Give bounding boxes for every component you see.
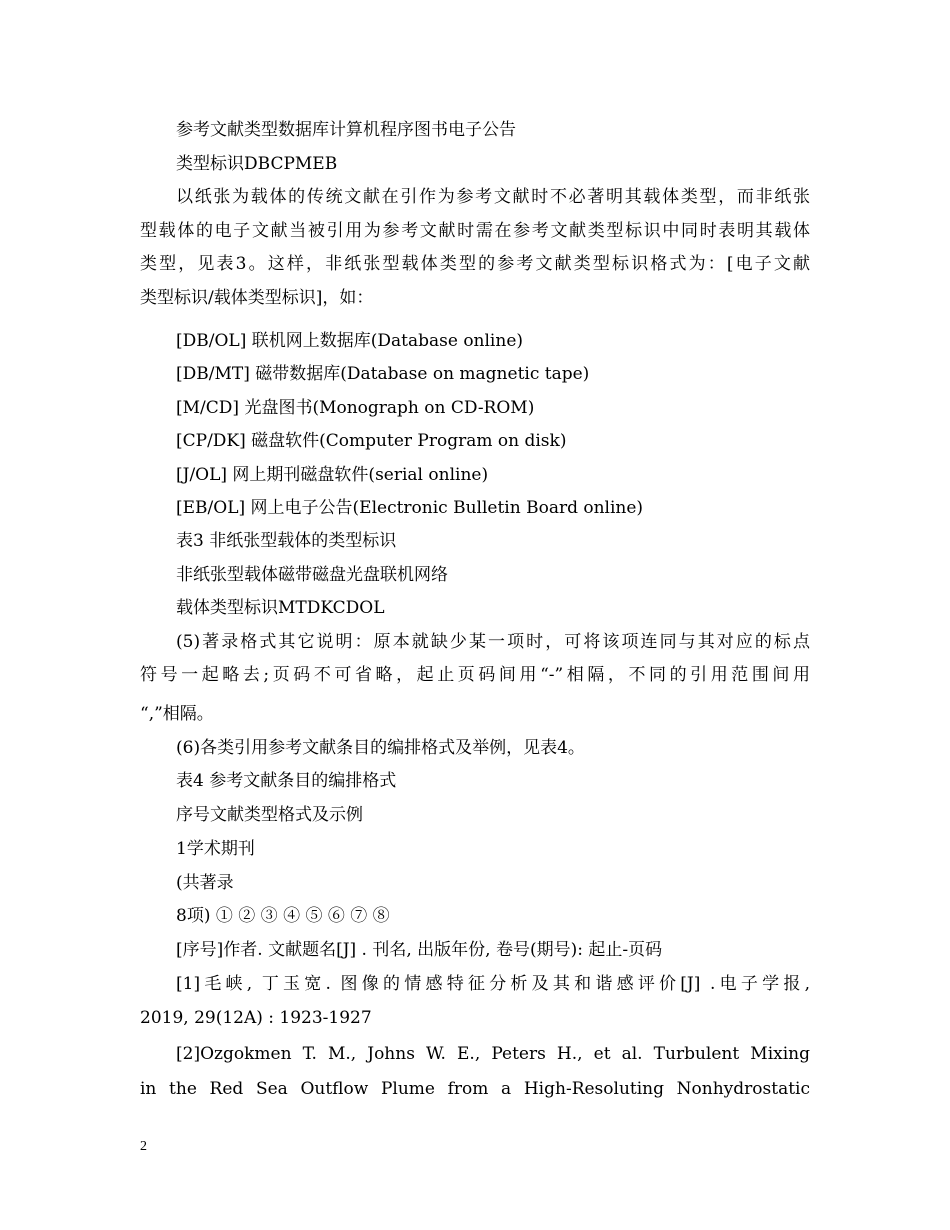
type-code-line: [CP/DK] 磁盘软件(Computer Program on disk)	[176, 431, 567, 451]
text-line: 8项) ① ② ③ ④ ⑤ ⑥ ⑦ ⑧	[176, 906, 390, 926]
text-line: 非纸张型载体磁带磁盘光盘联机网络	[176, 565, 448, 585]
table-caption: 表4 参考文献条目的编排格式	[176, 771, 397, 791]
text-line: 参考文献类型数据库计算机程序图书电子公告	[176, 120, 516, 140]
text-line: (共著录	[176, 873, 234, 893]
paragraph-line: 以纸张为载体的传统文献在引作为参考文献时不必著明其载体类型，而非纸张	[176, 187, 810, 207]
text-line: 序号文献类型格式及示例	[176, 805, 363, 825]
paragraph-line: 类型，见表3。这样，非纸张型载体类型的参考文献类型标识格式为：[电子文献	[140, 254, 810, 274]
paragraph-line: “,”相隔。	[140, 704, 214, 724]
reference-line: in the Red Sea Outflow Plume from a High-Resoluting Nonhydrostatic	[140, 1079, 810, 1099]
paragraph-line: (6)各类引用参考文献条目的编排格式及举例，见表4。	[176, 738, 585, 758]
format-line: [序号]作者. 文献题名[J] . 刊名, 出版年份, 卷号(期号): 起止-页码	[176, 940, 663, 960]
paragraph-line: 类型标识/载体类型标识]，如：	[140, 288, 374, 308]
table-caption: 表3 非纸张型载体的类型标识	[176, 531, 397, 551]
type-code-line: [M/CD] 光盘图书(Monograph on CD-ROM)	[176, 398, 535, 418]
reference-line: [2]Ozgokmen T. M., Johns W. E., Peters H., et al. Turbulent Mixing	[176, 1044, 810, 1064]
reference-line: [1]毛峡, 丁玉宽. 图像的情感特征分析及其和谐感评价[J] .电子学报,	[176, 974, 810, 994]
type-code-line: [EB/OL] 网上电子公告(Electronic Bulletin Board online)	[176, 498, 644, 518]
paragraph-line: (5)著录格式其它说明：原本就缺少某一项时，可将该项连同与其对应的标点	[176, 632, 810, 652]
page-number: 2	[140, 1139, 147, 1154]
reference-line: 2019, 29(12A) : 1923-1927	[140, 1008, 372, 1028]
type-code-line: [J/OL] 网上期刊磁盘软件(serial online)	[176, 465, 489, 485]
paragraph-line: 符号一起略去;页码不可省略，起止页码间用“-”相隔，不同的引用范围间用	[140, 665, 810, 685]
text-line: 载体类型标识MTDKCDOL	[176, 598, 385, 618]
type-code-line: [DB/OL] 联机网上数据库(Database online)	[176, 331, 524, 351]
paragraph-line: 型载体的电子文献当被引用为参考文献时需在参考文献类型标识中同时表明其载体	[140, 221, 810, 241]
text-line: 类型标识DBCPMEB	[176, 154, 338, 174]
text-line: 1学术期刊	[176, 839, 255, 859]
type-code-line: [DB/MT] 磁带数据库(Database on magnetic tape)	[176, 364, 590, 384]
